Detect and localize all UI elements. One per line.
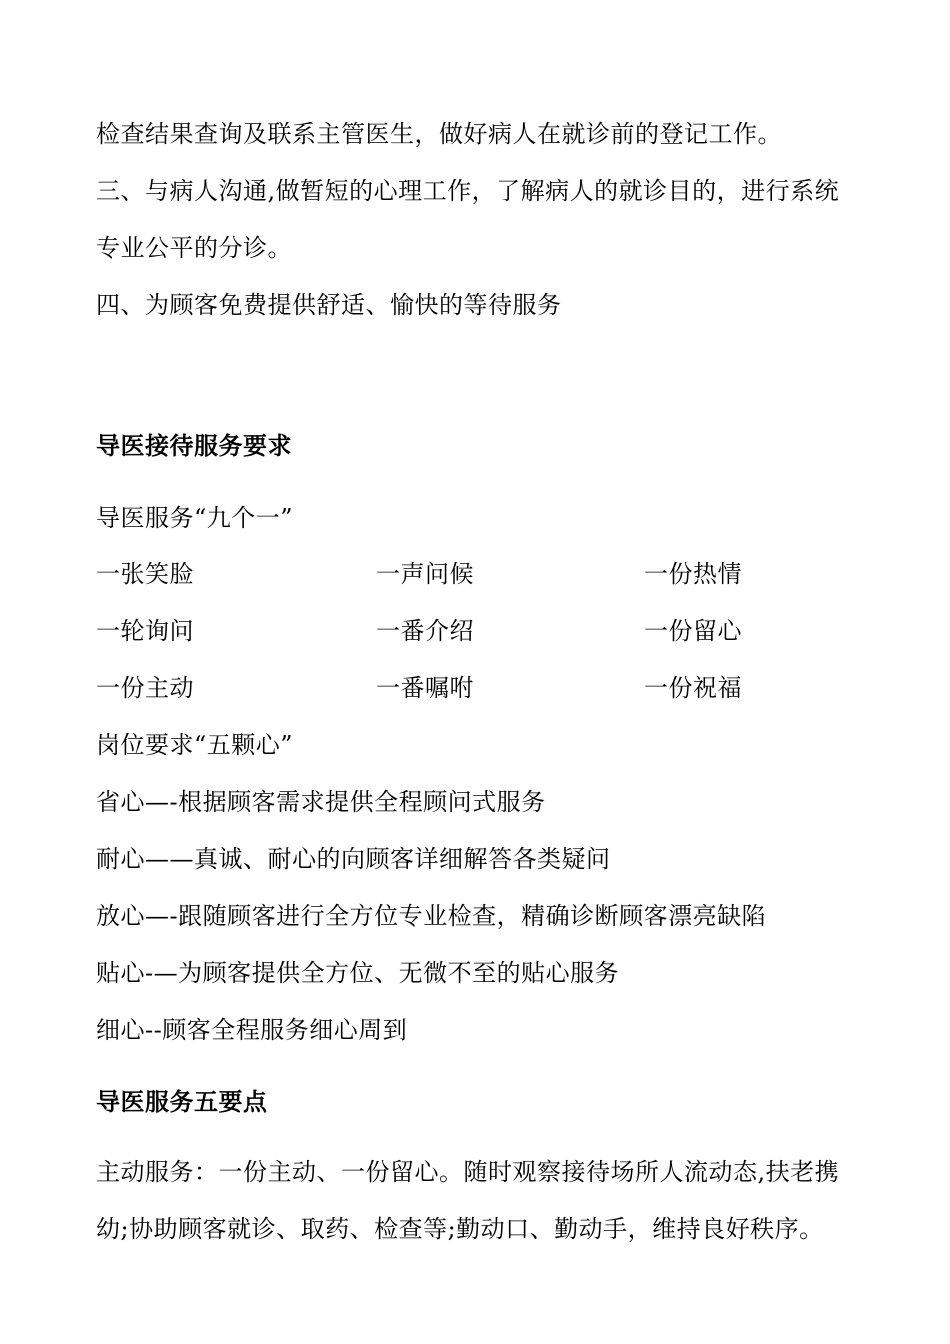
nine-item: 一轮询问 bbox=[96, 617, 194, 645]
five-item: 耐心——真诚、耐心的向顾客详细解答各类疑问 bbox=[96, 845, 611, 873]
intro-line-1: 检查结果查询及联系主管医生，做好病人在就诊前的登记工作。 bbox=[96, 120, 782, 148]
intro-line-2: 三、与病人沟通,做暂短的心理工作，了解病人的就诊目的，进行系统 bbox=[96, 177, 840, 205]
five-item: 省心—-根据顾客需求提供全程顾问式服务 bbox=[96, 788, 546, 816]
key-points-line-2: 幼;协助顾客就诊、取药、检查等;勤动口、勤动手，维持良好秩序。 bbox=[96, 1215, 824, 1243]
nine-item: 一份留心 bbox=[644, 617, 742, 645]
section-heading-reception: 导医接待服务要求 bbox=[96, 432, 292, 460]
nine-title: 导医服务“九个一” bbox=[96, 504, 294, 532]
nine-item: 一份祝福 bbox=[644, 674, 742, 702]
nine-row-1 bbox=[96, 558, 856, 590]
intro-line-3: 专业公平的分诊。 bbox=[96, 234, 292, 262]
nine-item: 一番嘱咐 bbox=[376, 674, 474, 702]
five-item: 细心--顾客全程服务细心周到 bbox=[96, 1016, 408, 1044]
section-heading-key-points: 导医服务五要点 bbox=[96, 1088, 268, 1116]
nine-item: 一声问候 bbox=[376, 560, 474, 588]
nine-row-3 bbox=[96, 672, 856, 704]
nine-item: 一番介绍 bbox=[376, 617, 474, 645]
five-title: 岗位要求“五颗心” bbox=[96, 731, 294, 759]
intro-line-4: 四、为顾客免费提供舒适、愉快的等待服务 bbox=[96, 291, 562, 319]
key-points-line-1: 主动服务：一份主动、一份留心。随时观察接待场所人流动态,扶老携 bbox=[96, 1158, 840, 1186]
five-item: 放心—-跟随顾客进行全方位专业检查，精确诊断顾客漂亮缺陷 bbox=[96, 902, 767, 930]
nine-item: 一份主动 bbox=[96, 674, 194, 702]
nine-item: 一份热情 bbox=[644, 560, 742, 588]
five-item: 贴心-—为顾客提供全方位、无微不至的贴心服务 bbox=[96, 959, 620, 987]
nine-row-2 bbox=[96, 615, 856, 647]
nine-item: 一张笑脸 bbox=[96, 560, 194, 588]
